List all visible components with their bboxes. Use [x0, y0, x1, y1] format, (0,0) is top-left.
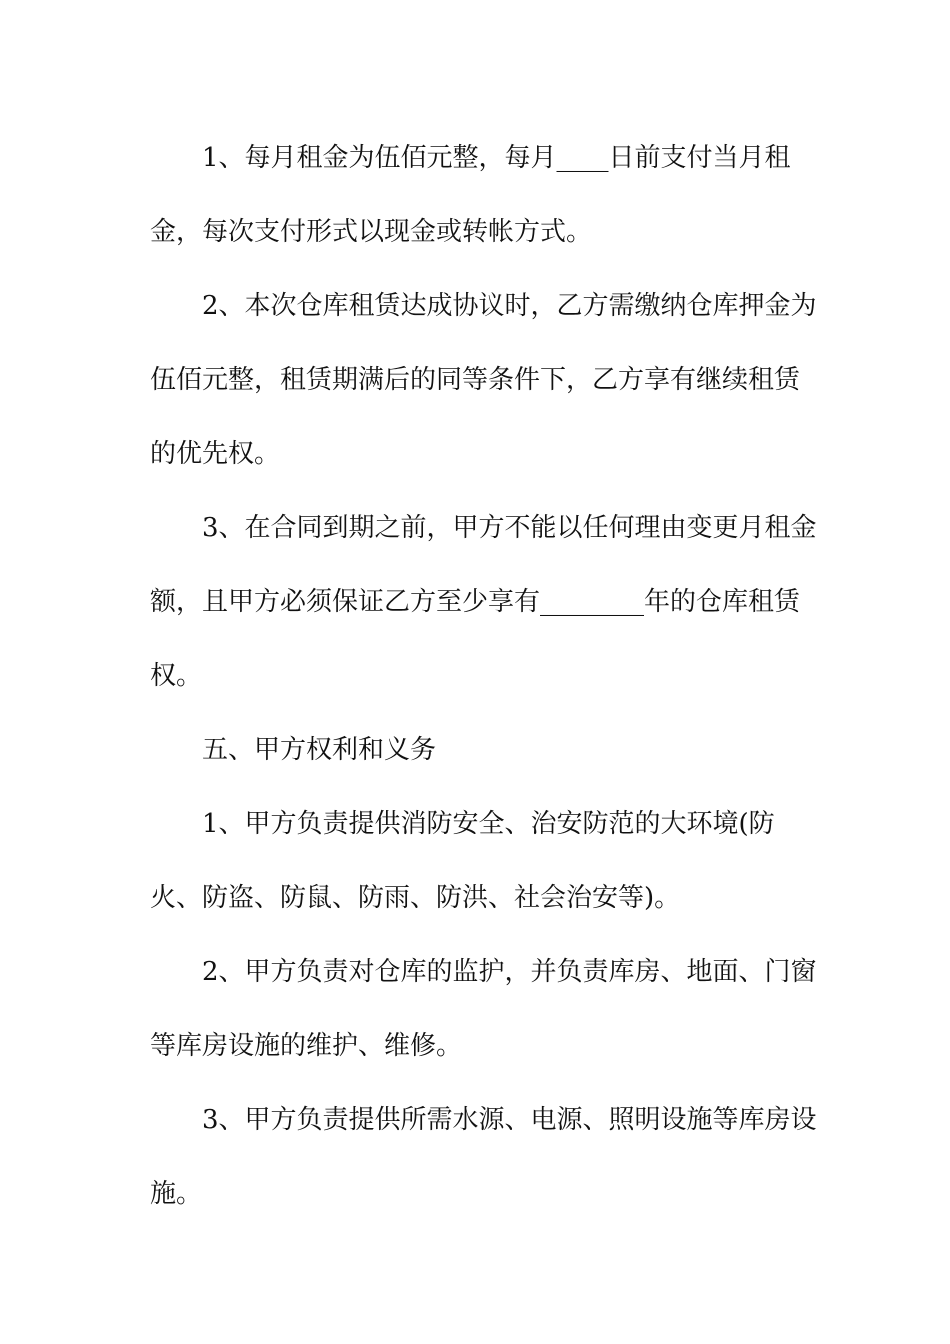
text-line: 3、在合同到期之前，甲方不能以任何理由变更月租金 — [202, 513, 817, 543]
clause-duty-2 — [150, 935, 817, 1083]
text-line: 施。 — [150, 1179, 203, 1209]
text-line: 1、甲方负责提供消防安全、治安防范的大环境(防 — [202, 809, 775, 839]
text-line: 3、甲方负责提供所需水源、电源、照明设施等库房设 — [202, 1105, 817, 1135]
text-line: 2、甲方负责对仓库的监护，并负责库房、地面、门窗 — [202, 957, 817, 987]
document-body — [150, 121, 817, 1231]
text-line: 额，且甲方必须保证乙方至少享有________年的仓库租赁 — [150, 587, 801, 617]
text-line: 2、本次仓库租赁达成协议时，乙方需缴纳仓库押金为 — [202, 291, 817, 321]
text-line: 的优先权。 — [150, 439, 281, 469]
clause-duty-1 — [150, 787, 806, 935]
clause-rent-3 — [150, 491, 817, 713]
text-line: 火、防盗、防鼠、防雨、防洪、社会治安等)。 — [150, 883, 681, 913]
section-heading-5 — [150, 713, 806, 787]
clause-rent-2 — [150, 269, 817, 491]
text-line: 权。 — [150, 661, 203, 691]
clause-duty-3 — [150, 1083, 817, 1231]
text-line: 伍佰元整，租赁期满后的同等条件下，乙方享有继续租赁 — [150, 365, 801, 395]
text-line: 等库房设施的维护、维修。 — [150, 1031, 463, 1061]
heading-text: 五、甲方权利和义务 — [202, 735, 437, 765]
text-line: 1、每月租金为伍佰元整，每月____日前支付当月租 — [202, 143, 791, 173]
clause-rent-1 — [150, 121, 806, 269]
text-line: 金，每次支付形式以现金或转帐方式。 — [150, 217, 593, 247]
